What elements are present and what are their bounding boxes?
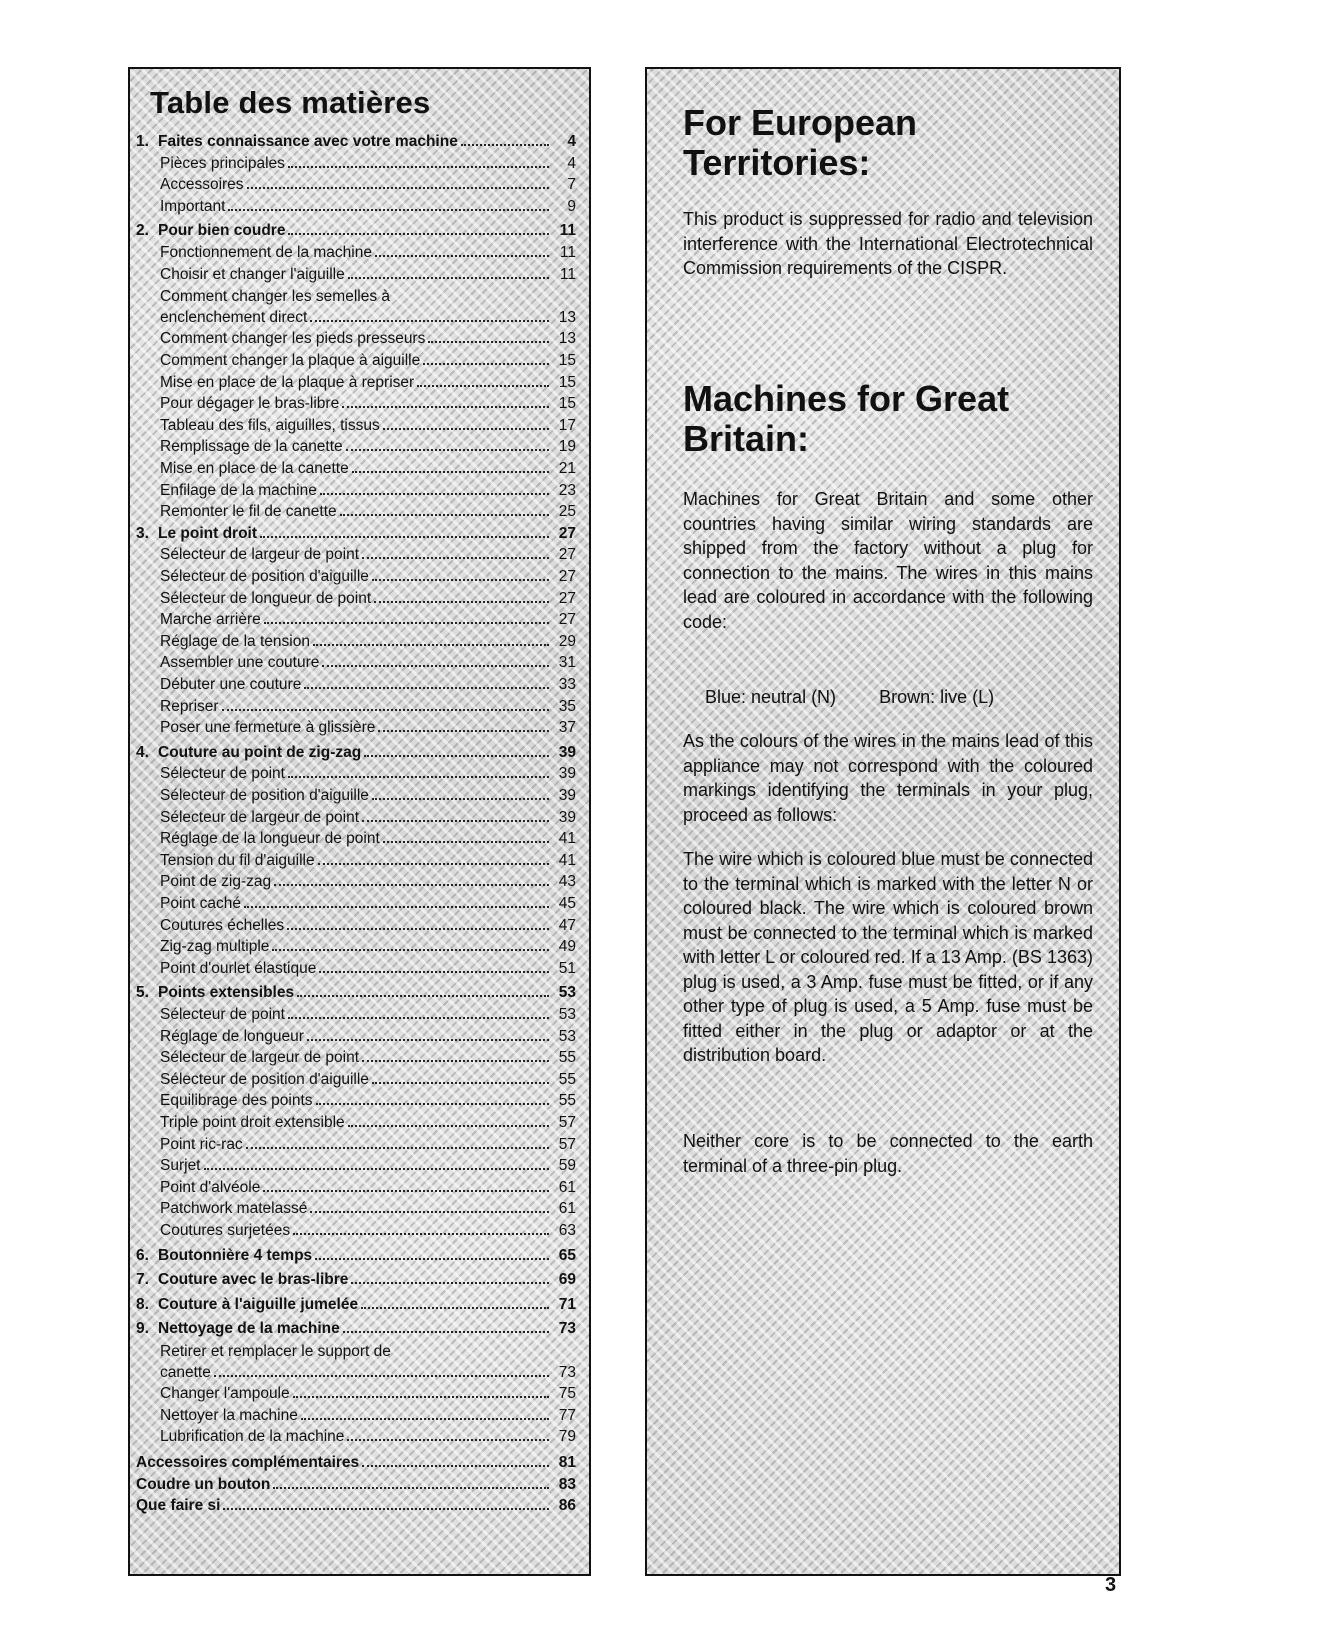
toc-page-number: 63 xyxy=(558,1222,576,1239)
toc-entry-label: Mise en place de la plaque à repriser xyxy=(160,373,415,391)
toc-entry-label: Sélecteur de longueur de point xyxy=(160,589,372,607)
dot-leader xyxy=(222,709,549,711)
toc-entry-label: Réglage de la tension xyxy=(160,632,310,650)
dot-leader xyxy=(342,406,549,408)
toc-page-number: 39 xyxy=(558,787,576,804)
toc-entry-label-line1: Retirer et remplacer le support de xyxy=(160,1342,391,1360)
dot-leader xyxy=(301,1418,549,1420)
toc-extra xyxy=(136,1474,576,1495)
toc-page-number: 69 xyxy=(558,1271,576,1289)
toc-extra xyxy=(136,1452,576,1473)
toc-page-number: 13 xyxy=(558,330,576,348)
toc-page-number: 9 xyxy=(567,197,576,215)
european-body: This product is suppressed for radio and television interference with the International Electrotechnical Commission requirements of the CISPR. xyxy=(683,209,1093,278)
toc-entry-label: Mise en place de la canette xyxy=(160,460,349,477)
toc-item xyxy=(136,287,576,328)
wiring-info-panel xyxy=(645,67,1121,1576)
toc-page-number: 29 xyxy=(558,632,576,650)
toc-item xyxy=(136,631,576,652)
dot-leader xyxy=(417,385,549,387)
dot-leader xyxy=(228,209,549,211)
toc-item xyxy=(136,1134,576,1155)
toc-page-number: 75 xyxy=(558,1385,576,1403)
toc-page-number: 37 xyxy=(558,719,576,737)
toc-entry-label: Réglage de la longueur de point xyxy=(160,830,380,848)
toc-entry-label: Coudre un bouton xyxy=(136,1475,271,1493)
toc-item xyxy=(136,350,576,371)
dot-leader xyxy=(319,971,549,973)
toc-item xyxy=(136,566,576,587)
toc-page-number: 83 xyxy=(558,1475,576,1493)
toc-entry-label: Enfilage de la machine xyxy=(160,481,317,499)
wire-color-legend xyxy=(705,687,994,708)
toc-page-number: 73 xyxy=(558,1320,576,1338)
toc-entry-label: Sélecteur de largeur de point xyxy=(160,808,360,826)
toc-page-number: 61 xyxy=(558,1200,576,1218)
toc-entry-label: Nettoyer la machine xyxy=(160,1406,298,1424)
toc-item xyxy=(136,196,576,217)
toc-entry-label: Repriser xyxy=(160,697,219,715)
toc-item xyxy=(136,1155,576,1176)
toc-page-number: 27 xyxy=(558,589,576,607)
toc-entry-label: Point ric-rac xyxy=(160,1135,243,1153)
toc-item xyxy=(136,242,576,263)
dot-leader xyxy=(274,884,549,886)
toc-entry-label: Important xyxy=(160,197,226,215)
toc-entry-label: Remonter le fil de canette xyxy=(160,503,337,521)
dot-leader xyxy=(364,755,549,757)
dot-leader xyxy=(223,1508,549,1510)
dot-leader xyxy=(288,776,549,778)
dot-leader xyxy=(423,363,549,365)
dot-leader xyxy=(307,1039,549,1041)
toc-page-number: 19 xyxy=(558,438,576,456)
dot-leader xyxy=(346,449,549,451)
dot-leader xyxy=(246,1147,549,1149)
toc-entry-label: Sélecteur de position d'aiguille xyxy=(160,568,369,585)
toc-page-number: 33 xyxy=(558,676,576,693)
toc-entry-label: Equilibrage des points xyxy=(160,1092,313,1110)
wire-blue-label: Blue: neutral (N) xyxy=(705,687,837,707)
dot-leader xyxy=(316,1103,549,1105)
toc-page-number: 55 xyxy=(558,1049,576,1067)
toc-section-number: 9. xyxy=(136,1320,149,1338)
toc-page-number: 45 xyxy=(558,895,576,912)
toc-page-number: 86 xyxy=(558,1497,576,1515)
toc-section xyxy=(136,1294,576,1315)
toc-item xyxy=(136,1405,576,1426)
toc-entry-label: enclenchement direct xyxy=(160,308,308,326)
dot-leader xyxy=(263,1190,549,1192)
toc-entry-label: Choisir et changer l'aiguille xyxy=(160,265,345,283)
dot-leader xyxy=(428,341,549,343)
toc-item xyxy=(136,458,576,479)
toc-item xyxy=(136,1026,576,1047)
toc-page-number: 27 xyxy=(558,568,576,585)
toc-item xyxy=(136,652,576,673)
dot-leader xyxy=(362,820,549,822)
toc-page-number: 73 xyxy=(558,1363,576,1381)
toc-section xyxy=(136,523,576,544)
dot-leader xyxy=(320,493,549,495)
page-number: 3 xyxy=(1105,1574,1117,1596)
toc-section-number: 7. xyxy=(136,1271,149,1289)
toc-entry-label: Accessoires xyxy=(160,176,244,194)
dot-leader xyxy=(273,1487,549,1489)
dot-leader xyxy=(372,1082,549,1084)
toc-item xyxy=(136,871,576,892)
toc-section-number: 1. xyxy=(136,133,149,150)
toc-page-number: 51 xyxy=(558,959,576,977)
dot-leader xyxy=(288,1017,549,1019)
dot-leader xyxy=(288,166,549,168)
toc-page-number: 13 xyxy=(558,308,576,326)
toc-item xyxy=(136,828,576,849)
toc-section xyxy=(136,220,576,241)
toc-entry-label: Que faire si xyxy=(136,1497,221,1515)
toc-entry-label: Accessoires complémentaires xyxy=(136,1454,360,1471)
dot-leader xyxy=(372,798,549,800)
toc-item xyxy=(136,153,576,174)
toc-page-number: 39 xyxy=(558,765,576,783)
toc-entry-label: Assembler une couture xyxy=(160,654,320,672)
table-of-contents-panel xyxy=(128,67,591,1576)
toc-entry-label: Point de zig-zag xyxy=(160,873,272,891)
toc-section-number: 6. xyxy=(136,1246,149,1264)
toc-page-number: 61 xyxy=(558,1178,576,1196)
dot-leader xyxy=(297,995,549,997)
toc-entry-label: Tableau des fils, aiguilles, tissus xyxy=(160,416,380,434)
toc-item xyxy=(136,958,576,979)
toc-entry-label: Comment changer les pieds presseurs xyxy=(160,330,426,348)
dot-leader xyxy=(293,1233,549,1235)
toc-extra xyxy=(136,1495,576,1516)
toc-page-number: 39 xyxy=(558,808,576,826)
european-heading: For European Territories: xyxy=(683,102,918,183)
toc-page-number: 35 xyxy=(558,697,576,715)
toc-section xyxy=(136,1269,576,1290)
toc-page-number: 17 xyxy=(558,416,576,434)
great-britain-para2: As the colours of the wires in the mains lead of this appliance may not correspond with the coloured markings identifying the terminals in your plug, proceed as follows: xyxy=(683,731,1093,825)
toc-section xyxy=(136,131,576,152)
toc-page-number: 77 xyxy=(558,1406,576,1424)
toc-entry-label: Coutures échelles xyxy=(160,916,285,934)
toc-item xyxy=(136,674,576,695)
toc-page-number: 71 xyxy=(558,1295,576,1313)
toc-section-number: 5. xyxy=(136,984,149,1002)
toc-page-number: 4 xyxy=(567,154,576,172)
dot-leader xyxy=(313,644,549,646)
toc-entry-label: Sélecteur de position d'aiguille xyxy=(160,1070,369,1088)
toc-page-number: 27 xyxy=(558,524,576,542)
toc-item xyxy=(136,1069,576,1090)
toc-page-number: 39 xyxy=(558,743,576,761)
toc-entry-label: Sélecteur de largeur de point xyxy=(160,1049,360,1067)
toc-entry-label: Couture au point de zig-zag xyxy=(158,743,362,761)
dot-leader xyxy=(383,428,549,430)
toc-page-number: 7 xyxy=(567,176,576,194)
dot-leader xyxy=(318,863,549,865)
toc-item xyxy=(136,372,576,393)
toc-entry-label: Réglage de longueur xyxy=(160,1027,304,1045)
toc-page-number: 15 xyxy=(558,352,576,369)
toc-item xyxy=(136,1342,576,1383)
toc-entry-label: Point d'ourlet élastique xyxy=(160,959,317,977)
toc-page-number: 27 xyxy=(558,546,576,564)
toc-page-number: 47 xyxy=(558,916,576,934)
toc-page-number: 53 xyxy=(558,1006,576,1023)
toc-entry-label: Sélecteur de point xyxy=(160,1006,285,1023)
toc-entry-label: Remplissage de la canette xyxy=(160,438,343,456)
dot-leader xyxy=(348,277,549,279)
dot-leader xyxy=(272,949,549,951)
toc-entry-label: Couture à l'aiguille jumelée xyxy=(158,1295,359,1313)
toc-entry-label: Point d'alvéole xyxy=(160,1178,261,1196)
toc-entry-label: Sélecteur de point xyxy=(160,765,285,783)
dot-leader xyxy=(383,841,549,843)
toc-entry-label: Faites connaissance avec votre machine xyxy=(158,133,458,150)
toc-page-number: 11 xyxy=(559,222,576,240)
toc-page-number: 49 xyxy=(558,938,576,956)
toc-entry-label: Boutonnière 4 temps xyxy=(158,1246,313,1264)
toc-item xyxy=(136,1112,576,1133)
dot-leader xyxy=(374,601,549,603)
toc-entry-label: Triple point droit extensible xyxy=(160,1114,345,1131)
dot-leader xyxy=(293,1396,549,1398)
toc-item xyxy=(136,915,576,936)
dot-leader xyxy=(310,320,549,322)
toc-item xyxy=(136,174,576,195)
toc-item xyxy=(136,717,576,738)
dot-leader xyxy=(214,1375,549,1377)
toc-page-number: 65 xyxy=(558,1246,576,1264)
toc-entry-label: Pour dégager le bras-libre xyxy=(160,395,340,413)
toc-item xyxy=(136,1090,576,1111)
dot-leader xyxy=(247,187,549,189)
dot-leader xyxy=(322,665,549,667)
toc-page-number: 21 xyxy=(558,460,576,477)
toc-entry-label: Couture avec le bras-libre xyxy=(158,1271,349,1289)
toc-entry-label: Tension du fil d'aiguille xyxy=(160,851,315,869)
dot-leader xyxy=(461,144,549,146)
toc-item xyxy=(136,1004,576,1025)
great-britain-para4: Neither core is to be connected to the earth terminal of a three-pin plug. xyxy=(683,1131,1093,1176)
toc-item xyxy=(136,1047,576,1068)
toc-entry-label: Pièces principales xyxy=(160,154,285,172)
toc-entry-label: Sélecteur de position d'aiguille xyxy=(160,787,369,804)
toc-entry-label: Comment changer la plaque à aiguille xyxy=(160,352,421,369)
toc-item xyxy=(136,1198,576,1219)
toc-page-number: 25 xyxy=(558,503,576,521)
toc-item xyxy=(136,1177,576,1198)
toc-item xyxy=(136,480,576,501)
toc-entry-label: Fonctionnement de la machine xyxy=(160,244,372,261)
toc-entry-label: canette xyxy=(160,1363,211,1381)
toc-entry-label: Le point droit xyxy=(158,524,258,542)
dot-leader xyxy=(287,928,549,930)
toc-page-number: 79 xyxy=(558,1428,576,1446)
toc-page-number: 4 xyxy=(567,133,576,150)
dot-leader xyxy=(315,1258,549,1260)
toc-item xyxy=(136,1426,576,1447)
toc-item xyxy=(136,936,576,957)
toc-page-number: 57 xyxy=(558,1114,576,1131)
dot-leader xyxy=(347,1439,549,1441)
toc-item xyxy=(136,807,576,828)
dot-leader xyxy=(362,1060,549,1062)
great-britain-para3: The wire which is coloured blue must be connected to the terminal which is marked with the letter N or coloured black. The wire which is coloured brown must be connected to the terminal which is marked with letter L or coloured red. If a 13 Amp. (BS 1363) plug is used, a 3 Amp. fuse must be fitted, or if any other type of plug is used, a 5 Amp. fuse must be fitted either in the plug or adaptor or at the distribution board. xyxy=(683,849,1093,1065)
toc-page-number: 41 xyxy=(558,830,576,848)
toc-page-number: 31 xyxy=(558,654,576,672)
toc-page-number: 81 xyxy=(558,1454,576,1471)
toc-item xyxy=(136,850,576,871)
toc-section xyxy=(136,742,576,763)
toc-page-number: 57 xyxy=(558,1135,576,1153)
dot-leader xyxy=(372,579,549,581)
toc-title: Table des matières xyxy=(150,85,431,120)
toc-entry-label: Points extensibles xyxy=(158,984,295,1002)
dot-leader xyxy=(375,255,549,257)
dot-leader xyxy=(204,1168,550,1170)
toc-entry-label-line1: Comment changer les semelles à xyxy=(160,287,391,305)
toc-item xyxy=(136,609,576,630)
toc-entry-label: Coutures surjetées xyxy=(160,1222,291,1239)
dot-leader xyxy=(362,557,549,559)
dot-leader xyxy=(343,1331,549,1333)
toc-item xyxy=(136,785,576,806)
toc-page-number: 43 xyxy=(558,873,576,891)
toc-item xyxy=(136,544,576,565)
toc-section xyxy=(136,982,576,1003)
dot-leader xyxy=(348,1125,549,1127)
dot-leader xyxy=(260,536,549,538)
dot-leader xyxy=(351,1282,549,1284)
toc-page-number: 11 xyxy=(559,265,576,283)
dot-leader xyxy=(244,906,549,908)
toc-entry-label: Point caché xyxy=(160,895,241,912)
toc-page-number: 55 xyxy=(558,1070,576,1088)
toc-page-number: 59 xyxy=(558,1157,576,1175)
toc-item xyxy=(136,393,576,414)
dot-leader xyxy=(304,687,549,689)
toc-entry-label: Lubrification de la machine xyxy=(160,1428,345,1446)
toc-item xyxy=(136,893,576,914)
dot-leader xyxy=(378,730,549,732)
toc-page-number: 15 xyxy=(558,395,576,413)
toc-page-number: 53 xyxy=(558,984,576,1002)
toc-section-number: 8. xyxy=(136,1295,149,1313)
dot-leader xyxy=(288,233,549,235)
great-britain-heading: Machines for Great Britain: xyxy=(683,378,1010,459)
toc-section-number: 2. xyxy=(136,222,149,240)
toc-item xyxy=(136,1383,576,1404)
toc-entry-label: Nettoyage de la machine xyxy=(158,1320,340,1338)
toc-entry-label: Débuter une couture xyxy=(160,676,302,693)
toc-entry-label: Poser une fermeture à glissière xyxy=(160,719,376,737)
toc-page-number: 15 xyxy=(558,373,576,391)
toc-entry-label: Changer l'ampoule xyxy=(160,1385,290,1403)
dot-leader xyxy=(340,514,549,516)
toc-entry-label: Pour bien coudre xyxy=(158,222,286,240)
toc-page-number: 27 xyxy=(558,611,576,629)
dot-leader xyxy=(264,622,549,624)
toc-page-number: 53 xyxy=(558,1027,576,1045)
toc-page-number: 41 xyxy=(558,851,576,869)
toc-page-number: 55 xyxy=(558,1092,576,1110)
toc-page-number: 11 xyxy=(559,244,576,261)
toc-section xyxy=(136,1318,576,1339)
toc-item xyxy=(136,696,576,717)
toc-item xyxy=(136,328,576,349)
toc-section xyxy=(136,1245,576,1266)
toc-entry-label: Marche arrière xyxy=(160,611,261,629)
toc-entry-label: Patchwork matelassé xyxy=(160,1200,308,1218)
toc-entry-label: Surjet xyxy=(160,1157,201,1175)
toc-item xyxy=(136,264,576,285)
dot-leader xyxy=(361,1307,549,1309)
great-britain-intro: Machines for Great Britain and some other countries having similar wiring standards are shipped from the factory without a plug for connection to the mains. The wires in this mains lead are coloured in accordance with the following code: xyxy=(683,489,1093,632)
dot-leader xyxy=(352,471,549,473)
wire-brown-label: Brown: live (L) xyxy=(879,687,995,707)
toc-section-number: 3. xyxy=(136,524,149,542)
toc-item xyxy=(136,501,576,522)
dot-leader xyxy=(362,1465,549,1467)
toc-entry-label: Sélecteur de largeur de point xyxy=(160,546,360,564)
toc-entry-label: Zig-zag multiple xyxy=(160,938,270,956)
toc-item xyxy=(136,436,576,457)
toc-section-number: 4. xyxy=(136,743,149,761)
dot-leader xyxy=(310,1211,549,1213)
toc-item xyxy=(136,763,576,784)
toc-item xyxy=(136,415,576,436)
toc-item xyxy=(136,1220,576,1241)
toc-page-number: 23 xyxy=(558,481,576,499)
toc-item xyxy=(136,588,576,609)
